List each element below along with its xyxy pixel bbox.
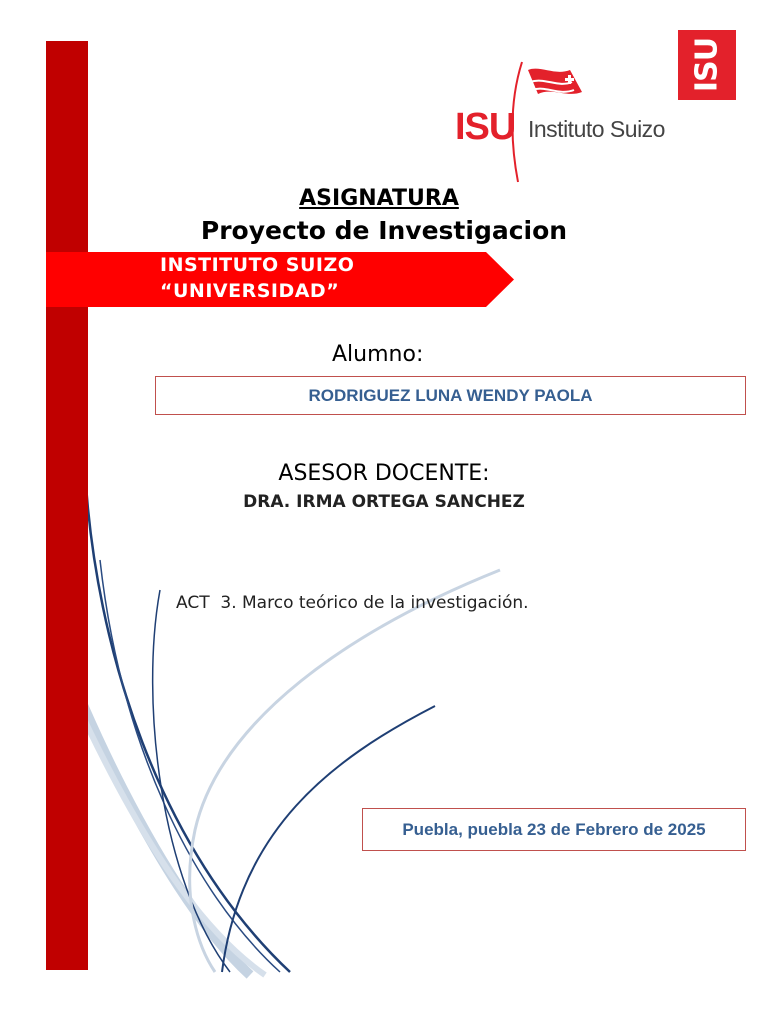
advisor-label xyxy=(0,461,768,486)
student-name-box xyxy=(155,376,746,415)
subject-label-text: ASIGNATURA xyxy=(299,186,459,211)
student-label: Alumno: xyxy=(332,342,424,367)
advisor-name xyxy=(0,492,768,512)
isu-corner-text: ISU xyxy=(689,37,725,93)
advisor-name-text: DRA. IRMA ORTEGA SANCHEZ xyxy=(243,492,525,512)
isu-brand-mark-text: ISU xyxy=(455,106,516,148)
subject-label xyxy=(0,186,768,211)
advisor-label-text: ASESOR DOCENTE: xyxy=(278,461,490,486)
student-name: RODRIGUEZ LUNA WENDY PAOLA xyxy=(308,385,593,405)
date-box xyxy=(362,808,746,851)
date-text: Puebla, puebla 23 de Febrero de 2025 xyxy=(402,819,706,839)
banner-line-1: INSTITUTO SUIZO xyxy=(160,254,355,276)
institution-name: Instituto Suizo xyxy=(528,116,665,142)
subject-title xyxy=(0,216,768,245)
banner-line-2: “UNIVERSIDAD” xyxy=(160,280,340,302)
activity-title: ACT 3. Marco teórico de la investigación. xyxy=(176,593,529,613)
isu-brand-mark xyxy=(455,106,515,149)
subject-title-text: Proyecto de Investigacion xyxy=(200,216,568,245)
